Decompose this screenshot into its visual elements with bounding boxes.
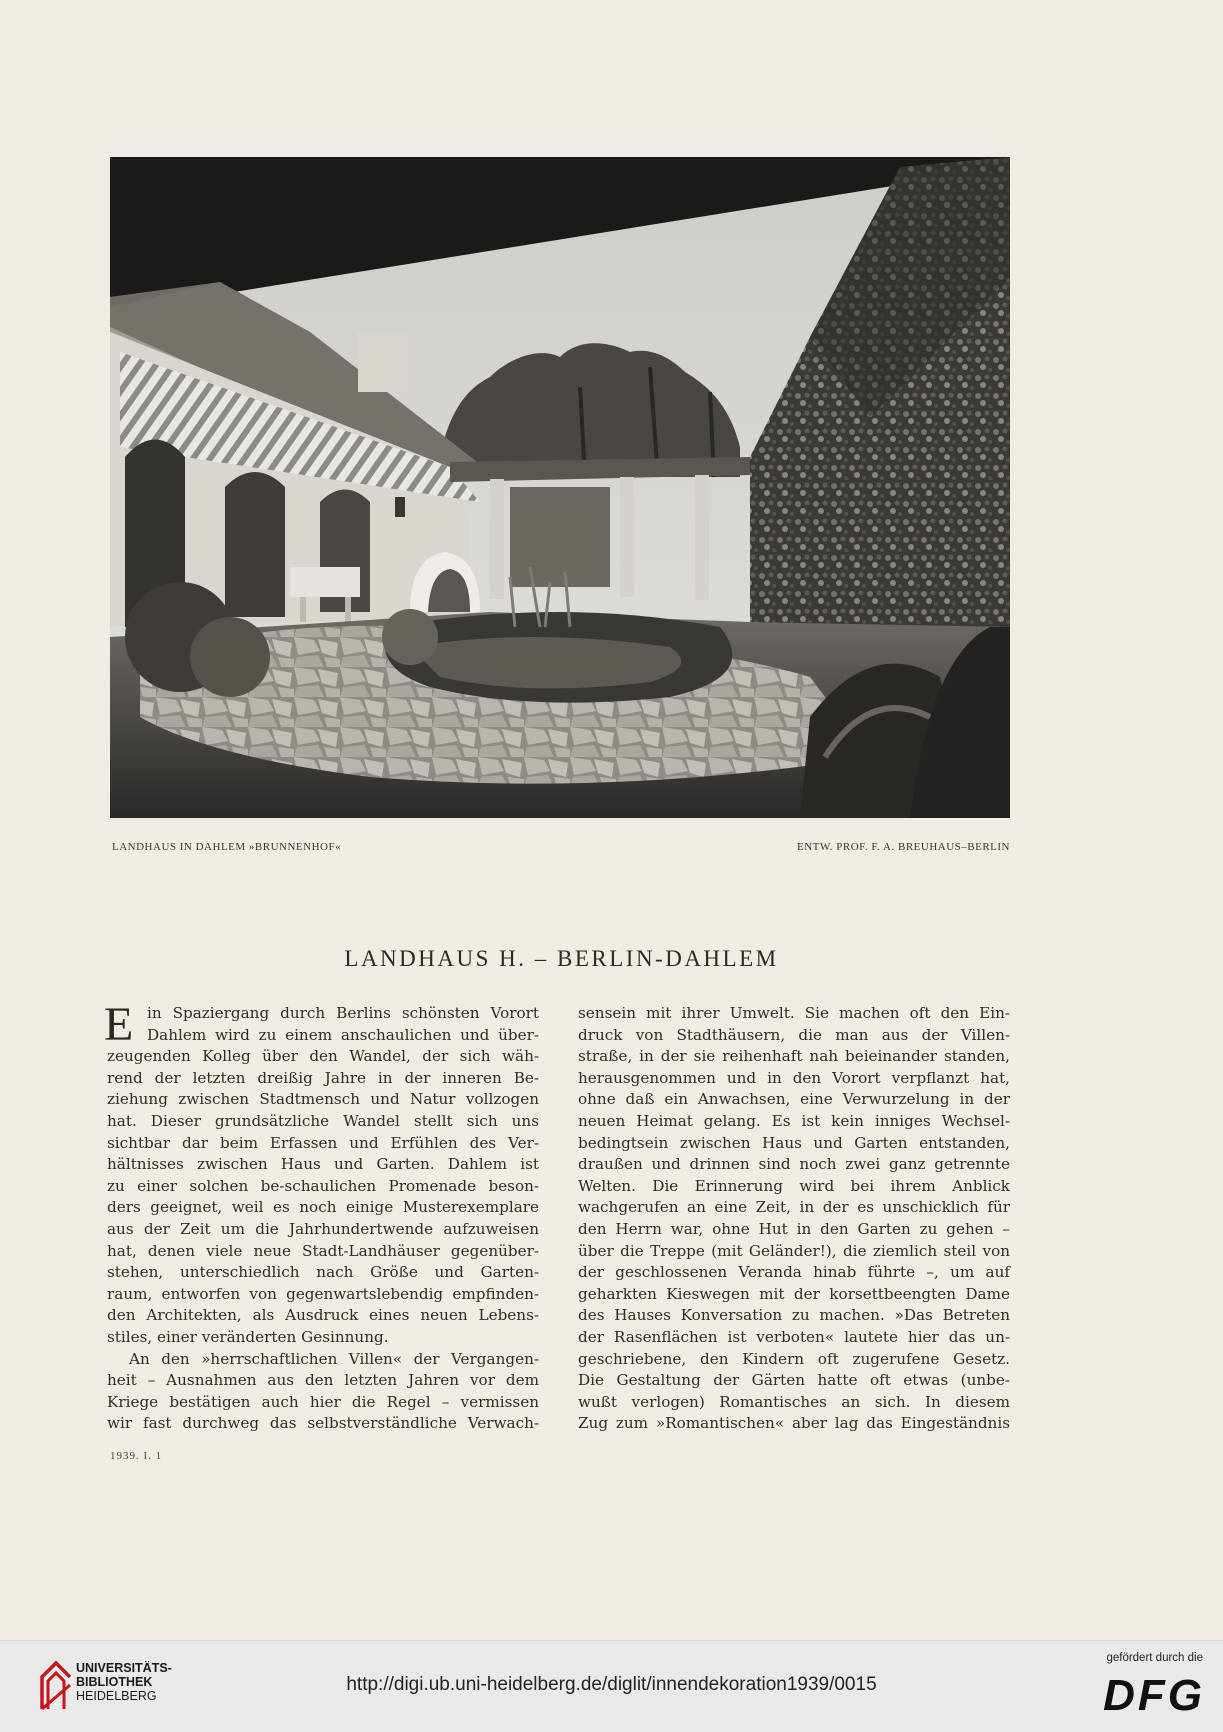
page-folio: 1939. I. 1 (110, 1450, 163, 1462)
text-line: ohne daß ein Anwachsen, eine Verwurzelung in der (578, 1090, 1010, 1109)
article-column-left (104, 998, 539, 1435)
courtyard-photograph (110, 157, 1010, 818)
dfg-logo: DFG (1103, 1671, 1205, 1720)
text-line: der geschlossenen Veranda hinab führte –, um auf (578, 1263, 1010, 1282)
text-line: rend der letzten dreißig Jahre in der inneren Be- (107, 1068, 539, 1087)
text-line: raum, entworfen von gegenwartslebendig empfinden- (107, 1284, 539, 1303)
courtyard-photo-image (110, 157, 1010, 818)
text-line: den Architekten, als Ausdruck eines neuen Lebens- (107, 1306, 539, 1325)
text-line: stehen, unterschiedlich nach Größe und Garten- (107, 1263, 539, 1282)
text-line: hältnisses zwischen Haus und Garten. Dahlem ist (107, 1155, 539, 1174)
library-name-line: HEIDELBERG (76, 1689, 157, 1703)
text-line: stiles, einer veränderten Gesinnung. (107, 1327, 389, 1346)
text-line: bedingtsein zwischen Haus und Garten entstanden, (578, 1133, 1010, 1152)
text-line: hat. Dieser grundsätzliche Wandel stellt sich uns (107, 1111, 539, 1130)
text-line: Zug zum »Romantischen« aber lag das Eingeständnis (578, 1414, 1010, 1433)
funding-label: gefördert durch die (1106, 1652, 1203, 1664)
text-line: Kriege bestätigen auch hier die Regel – vermissen (107, 1392, 539, 1411)
text-line: heit – Ausnahmen aus den letzten Jahren vor dem (107, 1371, 539, 1390)
text-line: aus der Zeit um die Jahrhundertwende aufzuweisen (107, 1219, 539, 1238)
digitization-footer (0, 1640, 1223, 1732)
text-line: druck von Stadthäusern, die man aus der Villen- (578, 1025, 1010, 1044)
text-line: draußen und drinnen sind noch zwei ganz getrennte (578, 1155, 1010, 1174)
text-line: Welten. Die Erinnerung wird bei ihrem Anblick (578, 1176, 1010, 1195)
text-line: in Spaziergang durch Berlins schönsten Vorort (147, 1004, 539, 1022)
text-line: An den »herrschaftlichen Villen« der Vergangen- (129, 1349, 539, 1368)
text-line: des Hauses Konversation zu machen. »Das Betreten (578, 1306, 1010, 1325)
text-line: zeugenden Kolleg über den Wandel, der sich wäh- (107, 1047, 539, 1066)
text-line: neuen Heimat gelang. Es ist kein inniges Wechsel- (578, 1111, 1010, 1130)
text-line: hat, denen viele neue Stadt-Landhäuser gegenüber- (107, 1241, 539, 1260)
text-line: herausgenommen und in den Vorort verpflanzt hat, (578, 1068, 1010, 1087)
text-line: geschriebene, den Kindern oft zugerufene Gesetz. (578, 1349, 1010, 1368)
text-line: wir fast durchweg das selbstverständliche Verwach- (107, 1414, 539, 1433)
text-line: den Herrn war, ohne Hut in den Garten zu gehen – (578, 1219, 1010, 1238)
text-line: geharkten Kieswegen mit der korsettbeengten Dame (578, 1284, 1010, 1303)
text-line: Dahlem wird zu einem anschaulichen und über- (147, 1025, 539, 1044)
article-title: LANDHAUS H. – BERLIN-DAHLEM (344, 946, 779, 971)
text-line: über die Treppe (mit Geländer!), die ziemlich steil von (578, 1241, 1010, 1260)
text-line: wachgerufen an eine Zeit, in der es unschicklich für (578, 1198, 1010, 1217)
text-line: der Rasenflächen ist verboten« lautete hier das un- (578, 1327, 1010, 1346)
text-line: wußt verlogen) Romantisches an sich. In diesem (578, 1392, 1010, 1411)
text-line: sensein mit ihrer Umwelt. Sie machen oft den Ein- (578, 1004, 1010, 1022)
photo-caption-title: LANDHAUS IN DAHLEM »BRUNNENHOF« (112, 841, 342, 853)
library-name-line: UNIVERSITÄTS- (76, 1661, 172, 1675)
text-line: zu einer solchen be-schaulichen Promenade beson- (107, 1176, 539, 1195)
text-line: sichtbar dar beim Erfassen und Erfühlen des Ver- (107, 1133, 539, 1152)
text-line: ders geeignet, weil es noch einige Musterexemplare (107, 1198, 539, 1217)
text-line: straße, in der sie reihenhaft nah beieinander standen, (578, 1047, 1010, 1066)
drop-cap: E (104, 998, 134, 1051)
permalink-url[interactable]: http://digi.ub.uni-heidelberg.de/diglit/innendekoration1939/0015 (346, 1674, 877, 1695)
text-line: ziehung zwischen Stadtmensch und Natur vollzogen (107, 1090, 539, 1109)
article-column-right (578, 1003, 1010, 1435)
text-line: Die Gestaltung der Gärten hatte oft etwas (unbe- (578, 1371, 1010, 1390)
photo-caption-credit: ENTW. PROF. F. A. BREUHAUS–BERLIN (797, 841, 1010, 853)
library-name-line: BIBLIOTHEK (76, 1675, 153, 1689)
